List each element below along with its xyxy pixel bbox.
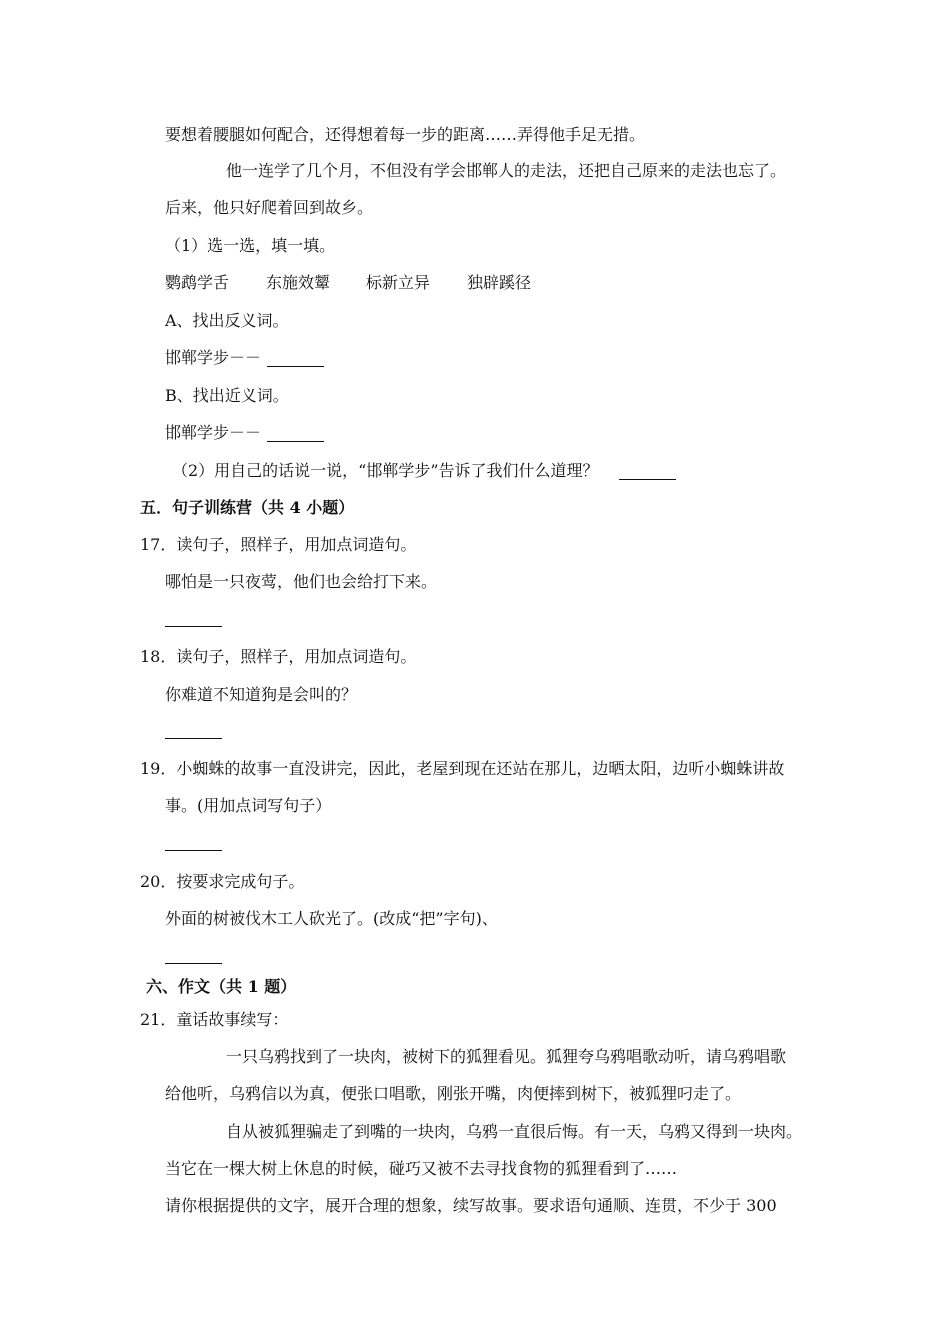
q16-part2-prompt: （2）用自己的话说一说，“邯郸学步”告诉了我们什么道理？ xyxy=(172,461,599,480)
synonym-answer-blank[interactable] xyxy=(267,441,324,442)
antonym-line: 邯郸学步－－ xyxy=(165,348,262,367)
word-option-3: 标新立异 xyxy=(366,273,431,292)
story-p1-line-2: 给他听，乌鸦信以为真，便张口唱歌，刚张开嘴，肉便摔到树下，被狐狸叼走了。 xyxy=(165,1084,742,1103)
word-option-2: 东施效颦 xyxy=(266,273,331,292)
antonym-prompt: A、找出反义词。 xyxy=(165,311,289,330)
story-p2-line-1: 自从被狐狸骗走了到嘴的一块肉，乌鸦一直很后悔。有一天，乌鸦又得到一块肉。 xyxy=(226,1122,803,1141)
q20-example: 外面的树被伐木工人砍光了。(改成“把”字句)、 xyxy=(165,909,498,928)
q16-part1-prompt: （1）选一选，填一填。 xyxy=(165,236,336,255)
q17-answer-blank[interactable] xyxy=(165,626,222,627)
meaning-answer-blank[interactable] xyxy=(619,479,676,480)
story-p1-line-1: 一只乌鸦找到了一块肉，被树下的狐狸看见。狐狸夸乌鸦唱歌动听，请乌鸦唱歌 xyxy=(226,1047,787,1066)
q20-stem: 20．按要求完成句子。 xyxy=(140,872,305,891)
q17-stem: 17．读句子，照样子，用加点词造句。 xyxy=(140,535,417,554)
word-option-4: 独辟蹊径 xyxy=(467,273,532,292)
q18-stem: 18．读句子，照样子，用加点词造句。 xyxy=(140,647,417,666)
q19-line-1: 19．小蜘蛛的故事一直没讲完，因此，老屋到现在还站在那儿，边晒太阳，边听小蜘蛛讲故 xyxy=(140,759,785,778)
section-5-heading: 五．句子训练营（共 4 小题） xyxy=(140,498,355,517)
synonym-prompt: B、找出近义词。 xyxy=(165,386,289,405)
passage-line-2: 他一连学了几个月，不但没有学会邯郸人的走法，还把自己原来的走法也忘了。 xyxy=(226,161,787,180)
writing-instruction: 请你根据提供的文字，展开合理的想象，续写故事。要求语句通顺、连贯，不少于 300 xyxy=(165,1196,777,1215)
q17-example: 哪怕是一只夜莺，他们也会给打下来。 xyxy=(165,572,438,591)
story-p2-line-2: 当它在一棵大树上休息的时候，碰巧又被不去寻找食物的狐狸看到了…… xyxy=(165,1159,678,1178)
passage-line-1: 要想着腰腿如何配合，还得想着每一步的距离……弄得他手足无措。 xyxy=(165,125,646,144)
q21-stem: 21．童话故事续写： xyxy=(140,1010,289,1029)
synonym-line: 邯郸学步－－ xyxy=(165,423,262,442)
antonym-answer-blank[interactable] xyxy=(267,366,324,367)
q18-example: 你难道不知道狗是会叫的？ xyxy=(165,685,358,704)
word-option-1: 鹦鹉学舌 xyxy=(165,273,230,292)
section-6-heading: 六、作文（共 1 题） xyxy=(146,977,297,996)
q20-answer-blank[interactable] xyxy=(165,963,222,964)
q19-answer-blank[interactable] xyxy=(165,850,222,851)
passage-line-3: 后来，他只好爬着回到故乡。 xyxy=(165,198,374,217)
q19-line-2: 事。(用加点词写句子） xyxy=(165,796,332,815)
q18-answer-blank[interactable] xyxy=(165,738,222,739)
